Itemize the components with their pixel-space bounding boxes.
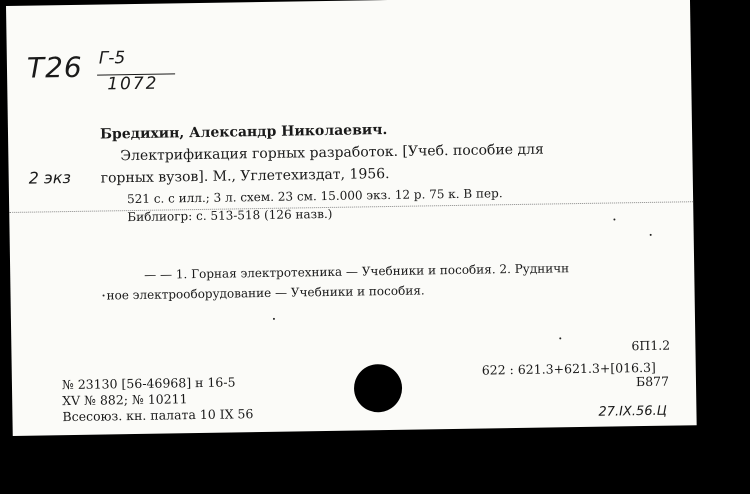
handwritten-date-note: 27.IX.56.Ц: [598, 403, 667, 420]
speck: [273, 318, 275, 320]
speck: [650, 234, 652, 236]
speck: [103, 294, 105, 296]
shelf-fraction-top: Г-5: [98, 48, 126, 69]
registration-line-1: № 23130 [56-46968] н 16-5: [61, 374, 236, 393]
class-code-2: 622 : 621.3+621.3+[016.3]: [481, 359, 656, 378]
registration-line-3: Всесоюз. кн. палата 10 IX 56: [62, 406, 254, 425]
speck: [613, 218, 615, 220]
speck: [559, 337, 561, 339]
title-line-1: Электрификация горных разработок. [Учеб. пособие для: [120, 141, 544, 165]
shelf-fraction-bottom: 1072: [107, 73, 159, 95]
subjects-line-2: ное электрооборудование — Учебники и пособия.: [106, 283, 425, 303]
class-code-1: 6П1.2: [631, 337, 671, 354]
punch-hole: [354, 364, 403, 413]
bibliography-note: Библиогр: с. 513-518 (126 назв.): [127, 206, 333, 225]
title-line-2: горных вузов]. М., Углетехиздат, 1956.: [100, 165, 390, 187]
copies-note: 2 экз: [28, 168, 72, 188]
shelf-mark: Т26: [26, 50, 83, 85]
physical-description: 521 с. с илл.; 3 л. схем. 23 см. 15.000 экз. 12 р. 75 к. В пер.: [126, 186, 503, 207]
catalog-card: [6, 0, 697, 436]
author-heading: Бредихин, Александр Николаевич.: [99, 122, 388, 143]
registration-line-2: XV № 882; № 10211: [62, 391, 188, 409]
class-code-3: Б877: [635, 373, 670, 390]
subjects-line-1: — — 1. Горная электротехника — Учебники и пособия. 2. Рудничн: [144, 261, 570, 282]
dotted-divider: [9, 201, 693, 213]
